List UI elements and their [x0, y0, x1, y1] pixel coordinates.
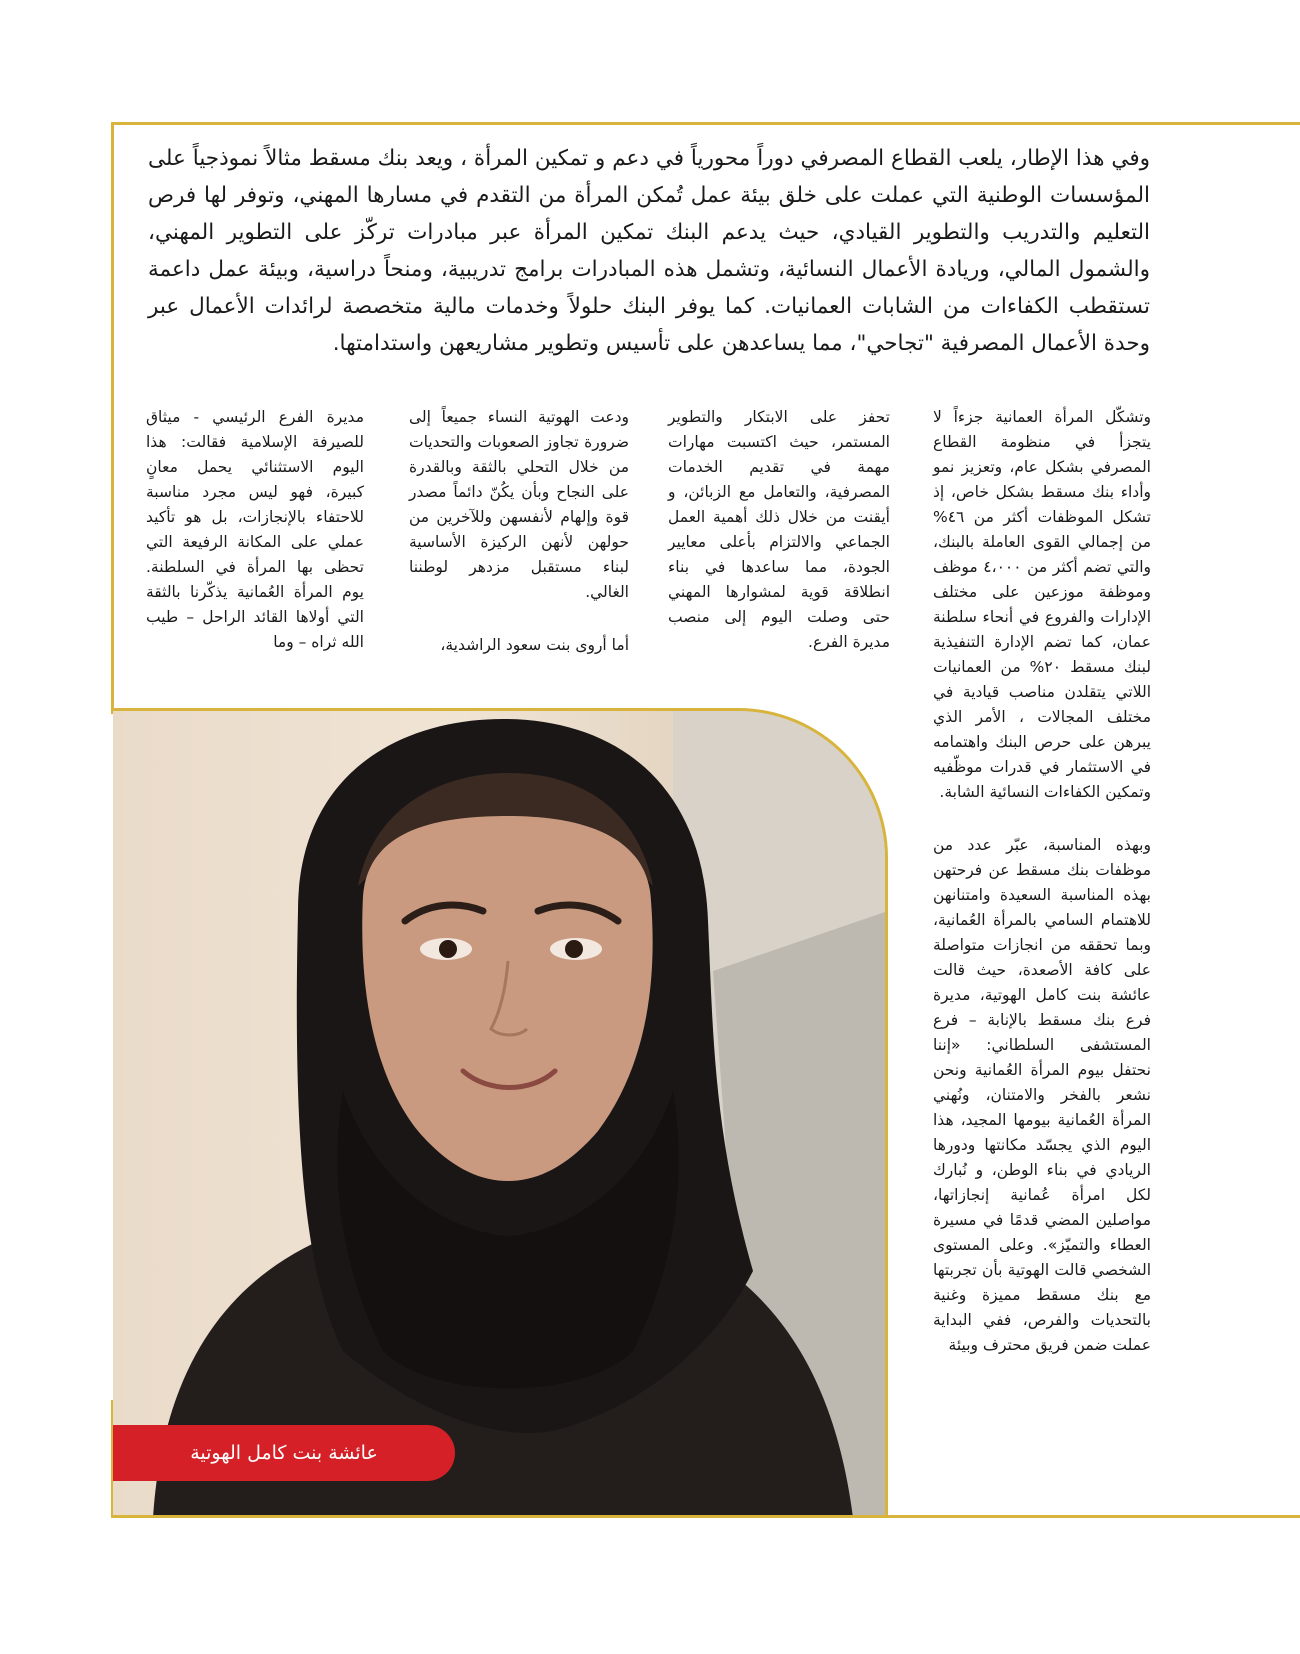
- left-iris: [439, 940, 457, 958]
- column-2-paragraph: تحفز على الابتكار والتطوير المستمر، حيث اكتسبت مهارات مهمة في تقديم الخدمات المصرفية، والتعامل مع الزبائن، و أيقنت من خلال ذلك أهمية العمل الجماعي والالتزام بأعلى معايير الجودة، مما ساعدها في بناء انطلاقة قوية لمشوارها المهني حتى وصلت اليوم إلى منصب مديرة الفرع.: [668, 408, 890, 651]
- gold-frame-top: [111, 122, 1300, 125]
- column-3-paragraph-2: أما أروى بنت سعود الراشدية،: [440, 636, 629, 654]
- intro-paragraph: وفي هذا الإطار، يلعب القطاع المصرفي دوراً محورياً في دعم و تمكين المرأة ، ويعد بنك مسقط مثالاً نموذجياً على المؤسسات الوطنية التي عملت على خلق بيئة عمل تُمكن المرأة من التقدم في مسارها المهني، وتوفر لها فرص التعليم والتدريب والتطوير القيادي، حيث يدعم البنك تمكين المرأة عبر مبادرات تركّز على التطوير المهني، والشمول المالي، وريادة الأعمال النسائية، وتشمل هذه المبادرات برامج تدريبية، ومنحاً دراسية، وبيئة عمل داعمة تستقطب الكفاءات من الشابات العمانيات. كما يوفر البنك حلولاً وخدمات مالية متخصصة لرائدات الأعمال عبر وحدة الأعمال المصرفية "تجاحي"، مما يساعدهن على تأسيس وتطوير مشاريعهن واستدامتها.: [148, 146, 1150, 356]
- portrait-photo: [113, 708, 888, 1515]
- article-column-4: [146, 405, 364, 683]
- article-column-3: [409, 405, 629, 686]
- column-1-paragraph-1: وتشكّل المرأة العمانية جزءاً لا يتجزأ في منظومة القطاع المصرفي بشكل عام، وتعزيز نمو وأداء بنك مسقط بشكل خاص، إذ تشكل الموظفات أكثر من ٤٦% من إجمالي القوى العاملة بالبنك، والتي تضم أكثر من ٤،٠٠٠ موظف وموظفة موزعين على مختلف الإدارات والفروع في أنحاء سلطنة عمان، كما تضم الإدارة التنفيذية لبنك مسقط ٢٠% من العمانيات اللاتي يتقلدن مناصب قيادية في مختلف المجالات ، الأمر الذي يبرهن على حرص البنك واهتمامه في الاستثمار في قدرات موظّفيه وتمكين الكفاءات النسائية الشابة.: [933, 408, 1151, 801]
- column-1-paragraph-2: وبهذه المناسبة، عبّر عدد من موظفات بنك مسقط عن فرحتهن بهذه المناسبة السعيدة وامتنانهن للاهتمام السامي بالمرأة العُمانية، وبما تحققه من انجازات متواصلة على كافة الأصعدة، حيث قالت عائشة بنت كامل الهوتية، مديرة فرع بنك مسقط بالإنابة – فرع المستشفى السلطاني: «إننا نحتفل بيوم المرأة العُمانية ونحن نشعر بالفخر والامتنان، ونُهني المرأة العُمانية بيومها المجيد، هذا اليوم الذي يجسّد مكانتها ودورها الريادي في بناء الوطن، و نُبارك لكل امرأة عُمانية إنجازاتها، مواصلين المضي قدمًا في مسيرة العطاء والتميّز». وعلى المستوى الشخصي قالت الهوتية بأن تجربتها مع بنك مسقط مميزة وغنية بالتحديات والفرص، ففي البداية عملت ضمن فريق محترف وبيئة: [933, 836, 1151, 1354]
- article-column-1: [933, 405, 1151, 1386]
- column-3-paragraph-1: ودعت الهوتية النساء جميعاً إلى ضرورة تجاوز الصعوبات والتحديات من خلال التحلي بالثقة وبالقدرة على النجاح وبأن يكُنّ دائماً مصدر قوة وإلهام لأنفسهن وللآخرين من حولهن لأنهن الركيزة الأساسية لبناء مستقبل مزدهر لوطننا الغالي.: [409, 408, 629, 601]
- photo-caption: عائشة بنت كامل الهوتية: [113, 1425, 455, 1481]
- article-column-2: [668, 405, 890, 683]
- portrait-illustration: [113, 711, 888, 1515]
- right-iris: [565, 940, 583, 958]
- column-4-paragraph: مديرة الفرع الرئيسي - ميثاق للصيرفة الإسلامية فقالت: هذا اليوم الاستثنائي يحمل معانٍ كبيرة، فهو ليس مجرد مناسبة للاحتفاء بالإنجازات، بل هو تأكيد عملي على المكانة الرفيعة التي تحظى بها المرأة في السلطنة. يوم المرأة العُمانية يذكّرنا بالثقة التي أولاها القائد الراحل – طيب الله ثراه – وما: [146, 408, 364, 651]
- gold-frame-bottom: [111, 1515, 1300, 1518]
- gold-frame-left: [111, 122, 114, 714]
